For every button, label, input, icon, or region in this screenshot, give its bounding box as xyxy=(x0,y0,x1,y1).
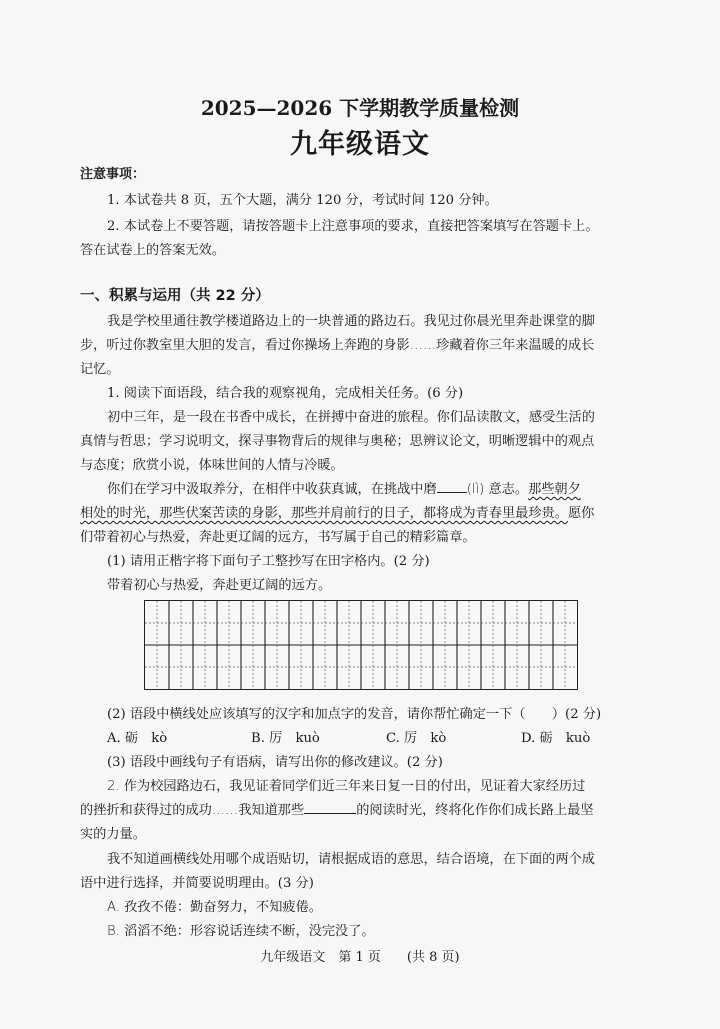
question-2-line-3: 实的力量。 xyxy=(80,827,146,842)
option-d[interactable]: D. 砺 kuò xyxy=(521,731,591,746)
tianzige-grid-lines xyxy=(145,601,577,689)
passage-2-line-2 xyxy=(80,502,594,521)
intro-line-2: 步，听过你教室里大胆的发言，看过你操场上奔跑的身影……珍藏着你三年来温暖的成长 xyxy=(80,338,595,353)
question-1: 1. 阅读下面语段，结合我的观察视角，完成相关任务。(6 分) xyxy=(107,386,464,401)
idiom-option-a: A. 孜孜不倦：勤奋努力，不知疲倦。 xyxy=(107,900,322,915)
intro-line-1: 我是学校里通往教学楼道路边上的一块普通的路边石。我见过你晨光里奔赴课堂的脚 xyxy=(107,314,595,329)
tianzige-grid[interactable] xyxy=(144,600,578,690)
passage-2-line-3: 们带着初心与热爱，奔赴更辽阔的远方，书写属于自己的精彩篇章。 xyxy=(80,530,476,545)
blank-line-2 xyxy=(304,801,356,814)
question-2-line-1: 2. 作为校园路边石，我见证着同学们近三年来日复一日的付出，见证着大家经历过 xyxy=(107,779,586,794)
intro-line-3: 记忆。 xyxy=(80,362,120,377)
copy-text: 带着初心与热爱，奔赴更辽阔的远方。 xyxy=(107,578,332,593)
question-2-text-a: 的挫折和获得过的成功……我知道那些 xyxy=(80,803,305,818)
blank-line xyxy=(437,480,467,493)
passage-2-text-b: (lì) 意志。 xyxy=(466,482,529,497)
notice-item-1: 1. 本试卷共 8 页，五个大题，满分 120 分，考试时间 120 分钟。 xyxy=(107,193,498,208)
notice-item-2: 2. 本试卷上不要答题，请按答题卡上注意事项的要求，直接把答案填写在答题卡上。 xyxy=(107,219,599,234)
idiom-option-b: B. 滔滔不绝：形容说话连续不断，没完没了。 xyxy=(107,924,375,939)
question-2-text-b: 的阅读时光，终将化作你们成长路上最坚 xyxy=(356,803,594,818)
underlined-sentence: 相处的时光，那些伏案苦读的身影，那些并肩前行的日子，都将成为青春里最珍贵。 xyxy=(80,506,568,521)
question-1-3: (3) 语段中画线句子有语病，请写出你的修改建议。(2 分) xyxy=(107,755,443,770)
exam-title: 2025—2026 下学期教学质量检测 xyxy=(200,96,520,120)
question-2-instruction-1: 我不知道画横线处用哪个成语贴切，请根据成语的意思，结合语境，在下面的两个成 xyxy=(107,852,595,867)
passage-1-line-1: 初中三年，是一段在书香中成长，在拼搏中奋进的旅程。你们品读散文，感受生活的 xyxy=(107,410,595,425)
page-footer: 九年级语文 第 1 页 (共 8 页) xyxy=(260,950,460,965)
passage-1-line-2: 真情与哲思；学习说明文，探寻事物背后的规律与奥秘；思辨议论文，明晰逻辑中的观点 xyxy=(80,434,595,449)
passage-2-text-a: 你们在学习中汲取养分，在相伴中收获真诚，在挑战中磨 xyxy=(107,482,437,497)
question-2-instruction-2: 语中进行选择，并简要说明理由。(3 分) xyxy=(80,876,314,891)
question-1-1: (1) 请用正楷字将下面句子工整抄写在田字格内。(2 分) xyxy=(107,554,430,569)
option-a[interactable]: A. 砺 kò xyxy=(107,731,168,746)
section-1-heading: 一、积累与运用（共 22 分） xyxy=(80,288,270,304)
passage-2-text-d: 愿你 xyxy=(567,506,595,521)
question-1-2: (2) 语段中横线处应该填写的汉字和加点字的发音，请你帮忙确定一下（ ）(2 分) xyxy=(107,707,602,722)
option-b[interactable]: B. 厉 kuò xyxy=(251,731,320,746)
underlined-sentence-start: 那些朝夕 xyxy=(528,482,581,497)
question-2-line-2 xyxy=(80,799,594,818)
passage-1-line-3: 与态度；欣赏小说，体味世间的人情与冷暖。 xyxy=(80,458,344,473)
notice-item-2-cont: 答在试卷上的答案无效。 xyxy=(80,243,226,258)
passage-2-line-1 xyxy=(107,478,581,497)
notice-heading: 注意事项： xyxy=(80,167,146,182)
subject-title: 九年级语文 xyxy=(290,129,430,160)
option-c[interactable]: C. 厉 kò xyxy=(386,731,447,746)
